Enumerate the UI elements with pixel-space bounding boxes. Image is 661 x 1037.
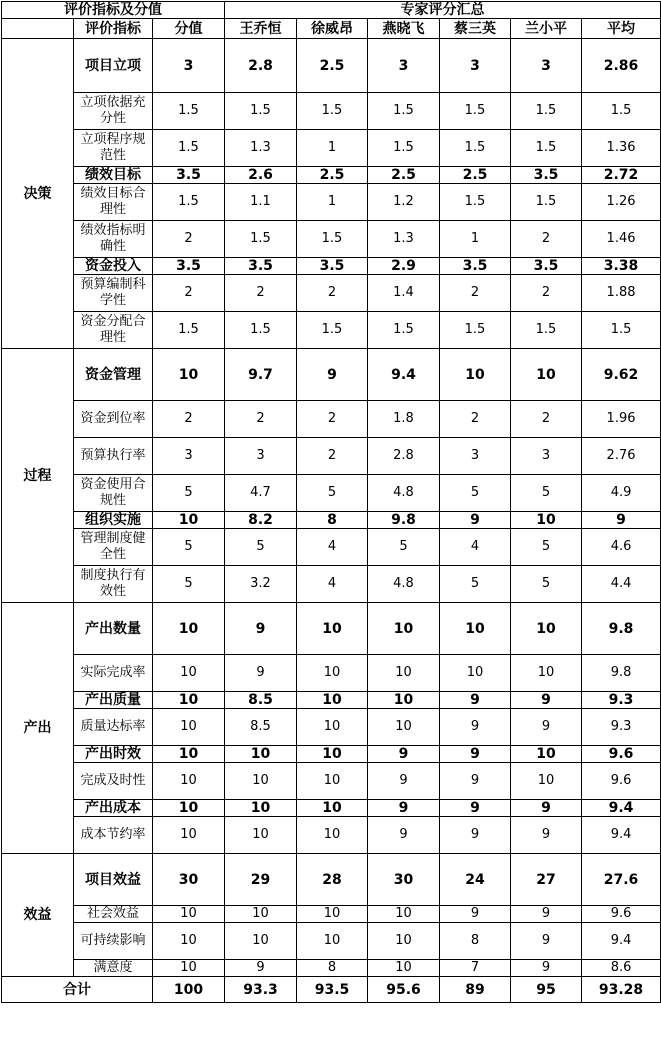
expert-score-cell: 4 <box>297 566 368 603</box>
expert-score-cell: 10 <box>297 655 368 692</box>
category-cell: 决策 <box>2 39 74 349</box>
score-cell: 10 <box>153 692 225 709</box>
expert-score-cell: 4.8 <box>368 475 440 512</box>
indicator-name-level3: 完成及时性 <box>74 763 153 800</box>
header-expert-2: 徐威昂 <box>297 19 368 39</box>
header-row-columns <box>2 19 661 39</box>
score-cell: 10 <box>153 655 225 692</box>
table-row <box>2 275 661 312</box>
expert-score-cell: 10 <box>297 692 368 709</box>
indicator-name-level2: 资金管理 <box>74 349 153 401</box>
indicator-name-level3: 制度执行有效性 <box>74 566 153 603</box>
expert-score-cell: 10 <box>368 603 440 655</box>
score-cell: 5 <box>153 529 225 566</box>
indicator-name-level2: 项目效益 <box>74 854 153 906</box>
expert-score-cell: 9 <box>511 817 582 854</box>
average-cell: 4.9 <box>582 475 661 512</box>
expert-score-cell: 3.5 <box>225 258 297 275</box>
indicator-name-level2: 产出质量 <box>74 692 153 709</box>
expert-score-cell: 7 <box>440 960 511 977</box>
expert-score-cell: 9 <box>440 512 511 529</box>
expert-score-cell: 9 <box>511 709 582 746</box>
score-cell: 10 <box>153 906 225 923</box>
score-cell: 10 <box>153 923 225 960</box>
expert-score-cell: 10 <box>225 923 297 960</box>
expert-score-cell: 10 <box>368 655 440 692</box>
score-cell: 5 <box>153 475 225 512</box>
indicator-name-level3: 绩效目标合理性 <box>74 184 153 221</box>
expert-score-cell: 2 <box>511 221 582 258</box>
average-cell: 1.36 <box>582 130 661 167</box>
average-cell: 9.6 <box>582 763 661 800</box>
expert-score-cell: 8.2 <box>225 512 297 529</box>
expert-score-cell: 3.5 <box>511 258 582 275</box>
score-cell: 3.5 <box>153 258 225 275</box>
total-expert-2: 93.5 <box>297 977 368 1003</box>
table-row <box>2 960 661 977</box>
table-row <box>2 438 661 475</box>
expert-score-cell: 28 <box>297 854 368 906</box>
expert-score-cell: 9 <box>440 746 511 763</box>
table-row <box>2 221 661 258</box>
indicator-name-level3: 立项依据充分性 <box>74 93 153 130</box>
average-cell: 9.4 <box>582 923 661 960</box>
average-cell: 2.76 <box>582 438 661 475</box>
indicator-name-level3: 绩效指标明确性 <box>74 221 153 258</box>
header-score: 分值 <box>153 19 225 39</box>
expert-score-cell: 1.5 <box>368 312 440 349</box>
expert-score-cell: 5 <box>440 566 511 603</box>
expert-score-cell: 29 <box>225 854 297 906</box>
table-row <box>2 401 661 438</box>
expert-score-cell: 3.5 <box>297 258 368 275</box>
expert-score-cell: 5 <box>297 475 368 512</box>
expert-score-cell: 10 <box>297 763 368 800</box>
expert-score-cell: 9 <box>440 906 511 923</box>
expert-score-cell: 10 <box>440 655 511 692</box>
table-row <box>2 258 661 275</box>
indicator-name-level3: 质量达标率 <box>74 709 153 746</box>
expert-score-cell: 1.5 <box>297 93 368 130</box>
score-cell: 5 <box>153 566 225 603</box>
header-expert-5: 兰小平 <box>511 19 582 39</box>
total-expert-1: 93.3 <box>225 977 297 1003</box>
expert-score-cell: 10 <box>297 817 368 854</box>
expert-score-cell: 2.5 <box>297 39 368 93</box>
table-row <box>2 39 661 93</box>
header-expert-4: 蔡三英 <box>440 19 511 39</box>
score-cell: 1.5 <box>153 312 225 349</box>
average-cell: 1.88 <box>582 275 661 312</box>
score-cell: 1.5 <box>153 130 225 167</box>
expert-score-cell: 10 <box>368 923 440 960</box>
expert-score-cell: 1.1 <box>225 184 297 221</box>
expert-score-cell: 9 <box>368 763 440 800</box>
expert-score-cell: 3.5 <box>511 167 582 184</box>
expert-score-cell: 9.7 <box>225 349 297 401</box>
indicator-name-level3: 实际完成率 <box>74 655 153 692</box>
expert-score-cell: 1.4 <box>368 275 440 312</box>
expert-score-cell: 2.5 <box>440 167 511 184</box>
expert-score-cell: 9 <box>225 655 297 692</box>
average-cell: 9 <box>582 512 661 529</box>
average-cell: 27.6 <box>582 854 661 906</box>
average-cell: 2.72 <box>582 167 661 184</box>
expert-score-cell: 9 <box>297 349 368 401</box>
average-cell: 1.96 <box>582 401 661 438</box>
expert-score-cell: 9 <box>440 800 511 817</box>
expert-score-cell: 1.5 <box>368 130 440 167</box>
table-row <box>2 817 661 854</box>
expert-score-cell: 5 <box>225 529 297 566</box>
average-cell: 1.5 <box>582 93 661 130</box>
score-cell: 30 <box>153 854 225 906</box>
expert-score-cell: 1.5 <box>511 184 582 221</box>
expert-score-cell: 2.5 <box>297 167 368 184</box>
expert-score-cell: 1 <box>297 130 368 167</box>
expert-score-cell: 9 <box>368 817 440 854</box>
indicator-name-level3: 资金使用合规性 <box>74 475 153 512</box>
expert-score-cell: 10 <box>511 512 582 529</box>
header-expert-3: 燕晓飞 <box>368 19 440 39</box>
indicator-name-level2: 资金投入 <box>74 258 153 275</box>
score-cell: 10 <box>153 709 225 746</box>
expert-score-cell: 1.5 <box>297 221 368 258</box>
score-cell: 3 <box>153 39 225 93</box>
expert-score-cell: 4 <box>440 529 511 566</box>
expert-score-cell: 1.5 <box>511 130 582 167</box>
expert-score-cell: 3.2 <box>225 566 297 603</box>
expert-score-cell: 2 <box>511 401 582 438</box>
expert-score-cell: 5 <box>511 529 582 566</box>
header-group-indicators: 评价指标及分值 <box>2 2 225 19</box>
total-expert-4: 89 <box>440 977 511 1003</box>
total-row <box>2 977 661 1003</box>
table-row <box>2 512 661 529</box>
expert-score-cell: 10 <box>368 906 440 923</box>
expert-score-cell: 10 <box>368 692 440 709</box>
expert-score-cell: 10 <box>511 746 582 763</box>
indicator-name-level2: 产出数量 <box>74 603 153 655</box>
expert-score-cell: 9 <box>440 692 511 709</box>
expert-score-cell: 1.2 <box>368 184 440 221</box>
score-cell: 2 <box>153 275 225 312</box>
table-row <box>2 655 661 692</box>
expert-score-cell: 2.5 <box>368 167 440 184</box>
total-expert-5: 95 <box>511 977 582 1003</box>
indicator-name-level3: 资金分配合理性 <box>74 312 153 349</box>
expert-score-cell: 3 <box>440 39 511 93</box>
expert-score-cell: 1.5 <box>440 184 511 221</box>
expert-score-cell: 10 <box>511 603 582 655</box>
expert-score-cell: 9 <box>225 960 297 977</box>
expert-score-cell: 1.5 <box>225 93 297 130</box>
expert-score-cell: 5 <box>511 566 582 603</box>
average-cell: 9.4 <box>582 800 661 817</box>
indicator-name-level3: 预算编制科学性 <box>74 275 153 312</box>
indicator-name-level2: 绩效目标 <box>74 167 153 184</box>
table-row <box>2 800 661 817</box>
expert-score-table <box>1 1 661 1003</box>
expert-score-cell: 10 <box>440 603 511 655</box>
expert-score-cell: 10 <box>511 763 582 800</box>
header-row-group <box>2 2 661 19</box>
indicator-name-level3: 资金到位率 <box>74 401 153 438</box>
expert-score-cell: 2.8 <box>225 39 297 93</box>
expert-score-cell: 9 <box>511 923 582 960</box>
expert-score-cell: 2 <box>297 275 368 312</box>
average-cell: 9.62 <box>582 349 661 401</box>
indicator-name-level3: 成本节约率 <box>74 817 153 854</box>
average-cell: 1.26 <box>582 184 661 221</box>
expert-score-cell: 9 <box>440 709 511 746</box>
expert-score-cell: 9.8 <box>368 512 440 529</box>
indicator-name-level2: 产出时效 <box>74 746 153 763</box>
table-row <box>2 906 661 923</box>
average-cell: 9.4 <box>582 817 661 854</box>
table-row <box>2 184 661 221</box>
expert-score-cell: 1.8 <box>368 401 440 438</box>
total-label: 合计 <box>2 977 153 1003</box>
expert-score-cell: 9.4 <box>368 349 440 401</box>
expert-score-cell: 9 <box>225 603 297 655</box>
score-cell: 10 <box>153 817 225 854</box>
expert-score-cell: 2 <box>511 275 582 312</box>
expert-score-cell: 1.3 <box>225 130 297 167</box>
category-cell: 产出 <box>2 603 74 854</box>
indicator-name-level3: 可持续影响 <box>74 923 153 960</box>
table-row <box>2 709 661 746</box>
expert-score-cell: 10 <box>440 349 511 401</box>
expert-score-cell: 24 <box>440 854 511 906</box>
expert-score-cell: 10 <box>297 923 368 960</box>
expert-score-cell: 3.5 <box>440 258 511 275</box>
average-cell: 4.6 <box>582 529 661 566</box>
expert-score-cell: 1.3 <box>368 221 440 258</box>
table-row <box>2 312 661 349</box>
expert-score-cell: 10 <box>225 817 297 854</box>
table-row <box>2 93 661 130</box>
table-row <box>2 763 661 800</box>
total-expert-3: 95.6 <box>368 977 440 1003</box>
expert-score-cell: 10 <box>297 746 368 763</box>
table-row <box>2 746 661 763</box>
expert-score-cell: 9 <box>511 960 582 977</box>
expert-score-cell: 3 <box>511 39 582 93</box>
average-cell: 8.6 <box>582 960 661 977</box>
expert-score-cell: 2.9 <box>368 258 440 275</box>
score-cell: 10 <box>153 603 225 655</box>
score-cell: 2 <box>153 401 225 438</box>
header-blank-cell <box>2 19 74 39</box>
header-indicator: 评价指标 <box>74 19 153 39</box>
table-row <box>2 349 661 401</box>
expert-score-cell: 3 <box>440 438 511 475</box>
expert-score-cell: 2.6 <box>225 167 297 184</box>
score-cell: 10 <box>153 763 225 800</box>
expert-score-cell: 2 <box>225 275 297 312</box>
table-row <box>2 529 661 566</box>
expert-score-cell: 1.5 <box>440 93 511 130</box>
expert-score-cell: 1.5 <box>368 93 440 130</box>
expert-score-cell: 8.5 <box>225 692 297 709</box>
score-cell: 1.5 <box>153 93 225 130</box>
category-cell: 过程 <box>2 349 74 603</box>
indicator-name-level2: 组织实施 <box>74 512 153 529</box>
expert-score-cell: 27 <box>511 854 582 906</box>
expert-score-cell: 3 <box>225 438 297 475</box>
score-cell: 10 <box>153 349 225 401</box>
expert-score-cell: 2 <box>297 401 368 438</box>
average-cell: 9.3 <box>582 692 661 709</box>
table-row <box>2 167 661 184</box>
expert-score-cell: 4.7 <box>225 475 297 512</box>
table-row <box>2 603 661 655</box>
indicator-name-level3: 社会效益 <box>74 906 153 923</box>
average-cell: 9.3 <box>582 709 661 746</box>
expert-score-cell: 4.8 <box>368 566 440 603</box>
header-average: 平均 <box>582 19 661 39</box>
expert-score-cell: 9 <box>511 906 582 923</box>
indicator-name-level2: 项目立项 <box>74 39 153 93</box>
expert-score-cell: 10 <box>225 746 297 763</box>
expert-score-cell: 10 <box>297 603 368 655</box>
expert-score-cell: 10 <box>225 800 297 817</box>
average-cell: 9.6 <box>582 906 661 923</box>
average-cell: 1.5 <box>582 312 661 349</box>
average-cell: 9.8 <box>582 655 661 692</box>
expert-score-cell: 8.5 <box>225 709 297 746</box>
expert-score-cell: 2 <box>297 438 368 475</box>
average-cell: 1.46 <box>582 221 661 258</box>
total-average: 93.28 <box>582 977 661 1003</box>
expert-score-cell: 10 <box>225 906 297 923</box>
average-cell: 2.86 <box>582 39 661 93</box>
table-row <box>2 692 661 709</box>
expert-score-cell: 4 <box>297 529 368 566</box>
expert-score-cell: 10 <box>297 906 368 923</box>
expert-score-cell: 9 <box>440 763 511 800</box>
header-group-experts: 专家评分汇总 <box>225 2 661 19</box>
expert-score-cell: 5 <box>511 475 582 512</box>
average-cell: 9.8 <box>582 603 661 655</box>
score-cell: 10 <box>153 512 225 529</box>
expert-score-cell: 10 <box>225 763 297 800</box>
expert-score-cell: 1.5 <box>511 93 582 130</box>
score-cell: 10 <box>153 960 225 977</box>
expert-score-cell: 9 <box>440 817 511 854</box>
indicator-name-level3: 管理制度健全性 <box>74 529 153 566</box>
expert-score-cell: 2.8 <box>368 438 440 475</box>
category-cell: 效益 <box>2 854 74 977</box>
expert-score-cell: 1.5 <box>297 312 368 349</box>
indicator-name-level3: 预算执行率 <box>74 438 153 475</box>
expert-score-cell: 8 <box>440 923 511 960</box>
expert-score-cell: 30 <box>368 854 440 906</box>
score-cell: 3 <box>153 438 225 475</box>
expert-score-cell: 10 <box>297 800 368 817</box>
expert-score-cell: 10 <box>297 709 368 746</box>
expert-score-cell: 3 <box>368 39 440 93</box>
expert-score-cell: 9 <box>511 800 582 817</box>
table-row <box>2 854 661 906</box>
score-cell: 10 <box>153 746 225 763</box>
expert-score-cell: 1.5 <box>511 312 582 349</box>
score-cell: 10 <box>153 800 225 817</box>
expert-score-cell: 10 <box>511 655 582 692</box>
expert-score-cell: 1 <box>297 184 368 221</box>
indicator-name-level2: 产出成本 <box>74 800 153 817</box>
expert-score-cell: 8 <box>297 512 368 529</box>
expert-score-cell: 10 <box>368 960 440 977</box>
expert-score-cell: 1 <box>440 221 511 258</box>
total-score: 100 <box>153 977 225 1003</box>
table-row <box>2 566 661 603</box>
expert-score-cell: 2 <box>225 401 297 438</box>
table-row <box>2 475 661 512</box>
table-row <box>2 923 661 960</box>
score-cell: 1.5 <box>153 184 225 221</box>
expert-score-cell: 8 <box>297 960 368 977</box>
expert-score-cell: 2 <box>440 275 511 312</box>
expert-score-cell: 3 <box>511 438 582 475</box>
expert-score-cell: 1.5 <box>440 130 511 167</box>
expert-score-cell: 9 <box>368 800 440 817</box>
average-cell: 3.38 <box>582 258 661 275</box>
expert-score-cell: 10 <box>511 349 582 401</box>
average-cell: 4.4 <box>582 566 661 603</box>
expert-score-cell: 10 <box>368 709 440 746</box>
expert-score-cell: 9 <box>511 692 582 709</box>
indicator-name-level3: 满意度 <box>74 960 153 977</box>
expert-score-cell: 1.5 <box>225 221 297 258</box>
expert-score-cell: 9 <box>368 746 440 763</box>
average-cell: 9.6 <box>582 746 661 763</box>
score-cell: 3.5 <box>153 167 225 184</box>
header-expert-1: 王乔恒 <box>225 19 297 39</box>
expert-score-cell: 5 <box>368 529 440 566</box>
expert-score-cell: 1.5 <box>225 312 297 349</box>
table-row <box>2 130 661 167</box>
expert-score-cell: 2 <box>440 401 511 438</box>
expert-score-cell: 5 <box>440 475 511 512</box>
expert-score-cell: 1.5 <box>440 312 511 349</box>
score-cell: 2 <box>153 221 225 258</box>
indicator-name-level3: 立项程序规范性 <box>74 130 153 167</box>
